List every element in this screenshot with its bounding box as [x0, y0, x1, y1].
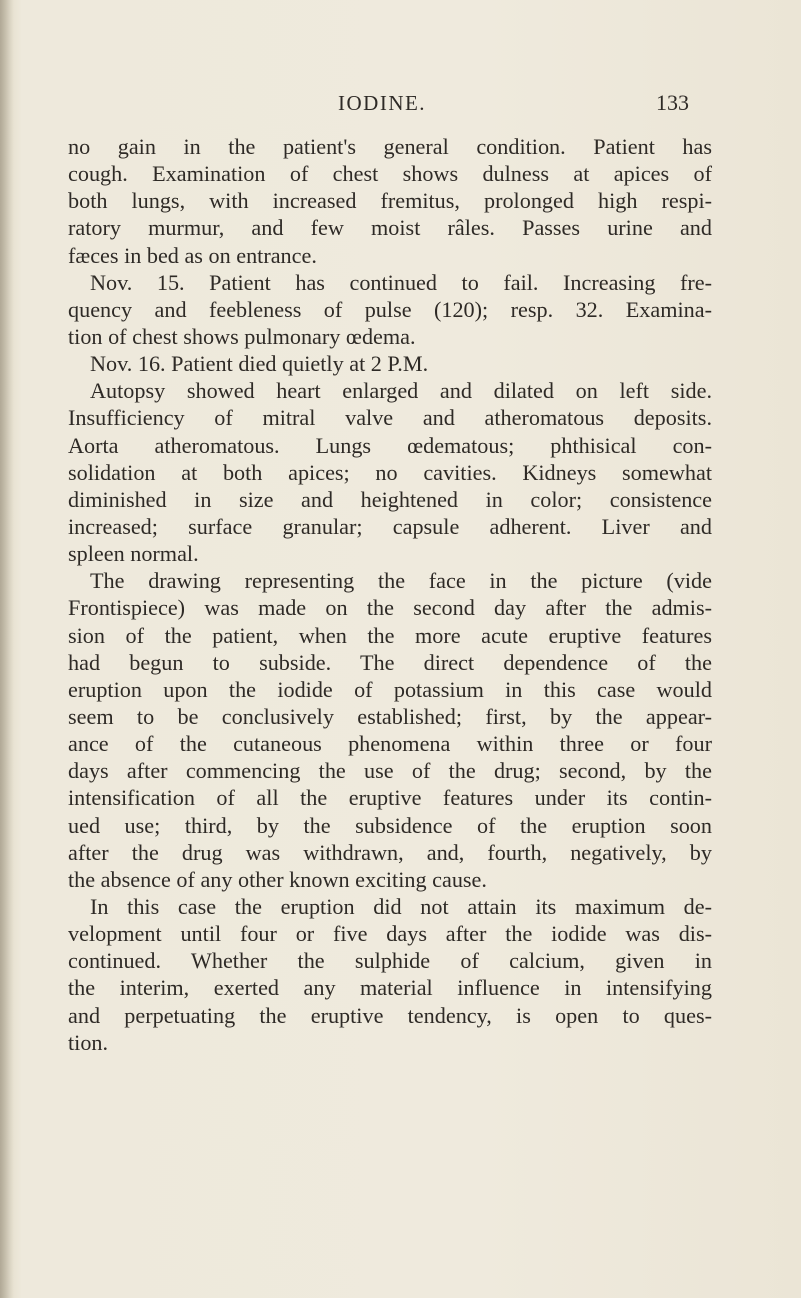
text-line: no gain in the patient's general condition. Patient has: [68, 134, 712, 159]
text-line: intensification of all the eruptive features under its contin-: [68, 785, 712, 811]
text-line: tion.: [68, 1029, 109, 1055]
text-line: seem to be conclusively established; first, by the appear-: [68, 703, 712, 729]
text-line: The drawing representing the face in the picture (vide: [90, 568, 712, 594]
text-line: the absence of any other known exciting cause.: [68, 866, 487, 892]
text-line: ance of the cutaneous phenomena within three or four: [68, 731, 712, 757]
text-line: Frontispiece) was made on the second day after the admis-: [68, 595, 712, 621]
text-line: cough. Examination of chest shows dulness at apices of: [68, 161, 712, 187]
text-line: ued use; third, by the subsidence of the eruption soon: [68, 812, 712, 838]
page-number: 133: [656, 90, 689, 115]
text-line: fæces in bed as on entrance.: [68, 242, 317, 268]
text-line: the interim, exerted any material influence in intensifying: [68, 975, 712, 1001]
text-line: diminished in size and heightened in color; consistence: [68, 486, 712, 512]
text-line: ratory murmur, and few moist râles. Passes urine and: [68, 215, 712, 241]
text-line: solidation at both apices; no cavities. Kidneys somewhat: [68, 459, 712, 485]
text-line: Insufficiency of mitral valve and atheromatous deposits.: [68, 405, 712, 431]
text-line: spleen normal.: [68, 541, 199, 567]
running-head: [0, 88, 801, 118]
text-line: Nov. 15. Patient has continued to fail. Increasing fre-: [90, 269, 712, 295]
text-line: days after commencing the use of the drug; second, by the: [68, 758, 712, 784]
text-line: velopment until four or five days after the iodide was dis-: [68, 921, 712, 947]
text-line: In this case the eruption did not attain its maximum de-: [90, 893, 712, 919]
gutter-shadow: [0, 0, 14, 1298]
text-line: Autopsy showed heart enlarged and dilated on left side.: [90, 378, 712, 404]
text-line: continued. Whether the sulphide of calcium, given in: [68, 948, 712, 974]
text-line: Nov. 16. Patient died quietly at 2 P.M.: [90, 351, 429, 377]
text-line: and perpetuating the eruptive tendency, is open to ques-: [68, 1002, 712, 1028]
text-line: sion of the patient, when the more acute eruptive features: [68, 622, 712, 648]
text-line: increased; surface granular; capsule adherent. Liver and: [68, 513, 712, 539]
text-line: eruption upon the iodide of potassium in this case would: [68, 676, 712, 702]
text-line: quency and feebleness of pulse (120); resp. 32. Examina-: [68, 296, 712, 322]
text-line: had begun to subside. The direct dependence of the: [68, 649, 712, 675]
text-line: Aorta atheromatous. Lungs œdematous; phthisical con-: [68, 432, 712, 458]
header-title: IODINE.: [338, 91, 427, 115]
text-line: after the drug was withdrawn, and, fourth, negatively, by: [68, 839, 712, 865]
text-line: tion of chest shows pulmonary œdema.: [68, 323, 416, 349]
text-line: both lungs, with increased fremitus, prolonged high respi-: [68, 188, 712, 214]
body-text: [68, 133, 712, 1056]
